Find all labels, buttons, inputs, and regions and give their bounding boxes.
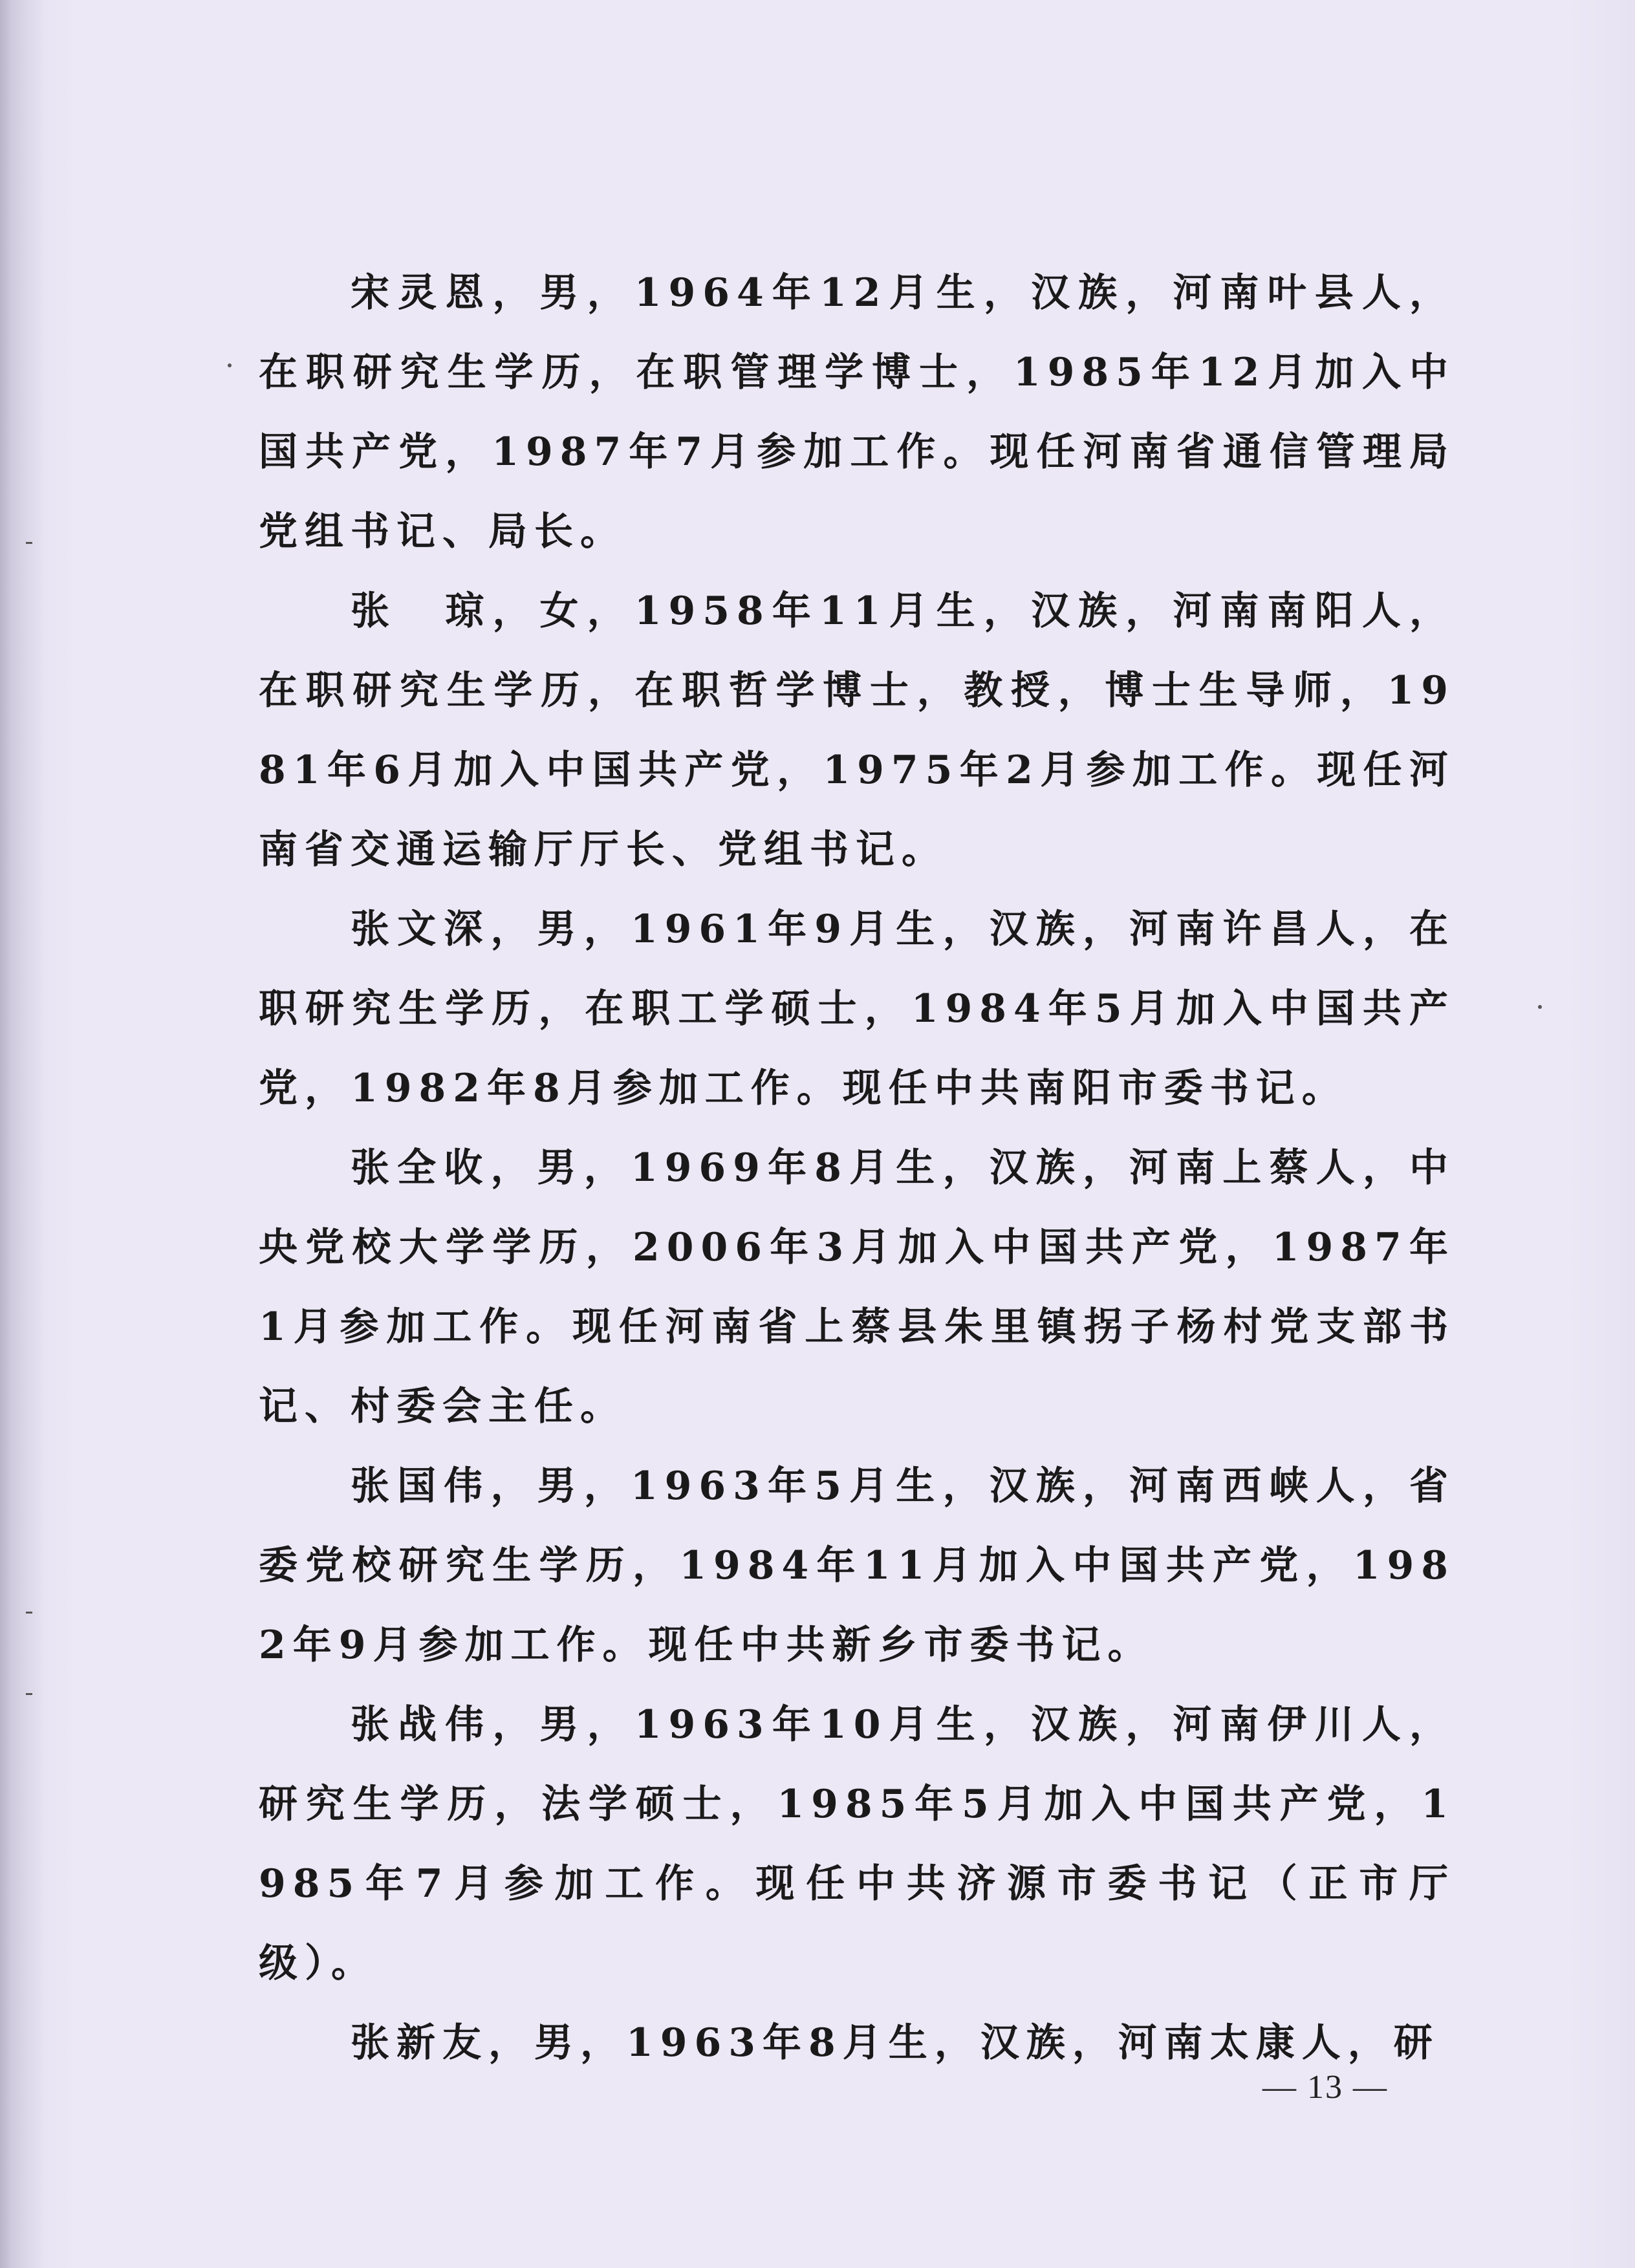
- paragraph-zhang-guowei: 张国伟，男，1963年5月生，汉族，河南西峡人，省委党校研究生学历，1984年11月加入中国共产党，1982年9月参加工作。现任中共新乡市委书记。: [259, 1463, 1455, 1668]
- document-body: [259, 254, 1455, 2083]
- paragraph-zhang-qiong: 张 琼，女，1958年11月生，汉族，河南南阳人，在职研究生学历，在职哲学博士，教授，博士生导师，1981年6月加入中国共产党，1975年2月参加工作。现任河南省交通运输厅厅长、党组书记。: [259, 589, 1455, 872]
- binding-edge: [0, 0, 45, 2268]
- scan-speck: [228, 363, 232, 367]
- binding-mark: [26, 1612, 32, 1614]
- page-number: — 13 —: [1262, 2069, 1388, 2106]
- paragraph-zhang-wenshen: 张文深，男，1961年9月生，汉族，河南许昌人，在职研究生学历，在职工学硕士，1984年5月加入中国共产党，1982年8月参加工作。现任中共南阳市委书记。: [259, 907, 1455, 1111]
- paragraph-zhang-zhanwei: 张战伟，男，1963年10月生，汉族，河南伊川人，研究生学历，法学硕士，1985年5月加入中国共产党，1985年7月参加工作。现任中共济源市委书记（正市厅级）。: [259, 1702, 1455, 1986]
- binding-mark: [26, 542, 32, 544]
- paragraph-song-lingen: 宋灵恩，男，1964年12月生，汉族，河南叶县人，在职研究生学历，在职管理学博士，1985年12月加入中国共产党，1987年7月参加工作。现任河南省通信管理局党组书记、局长。: [259, 270, 1455, 554]
- paragraph-zhang-xinyou: 张新友，男，1963年8月生，汉族，河南太康人，研: [351, 2020, 1440, 2066]
- paragraph-zhang-quanshou: 张全收，男，1969年8月生，汉族，河南上蔡人，中央党校大学学历，2006年3月加入中国共产党，1987年1月参加工作。现任河南省上蔡县朱里镇拐子杨村党支部书记、村委会主任。: [259, 1145, 1455, 1429]
- binding-mark: [26, 1693, 32, 1695]
- scan-speck: [1538, 1005, 1542, 1009]
